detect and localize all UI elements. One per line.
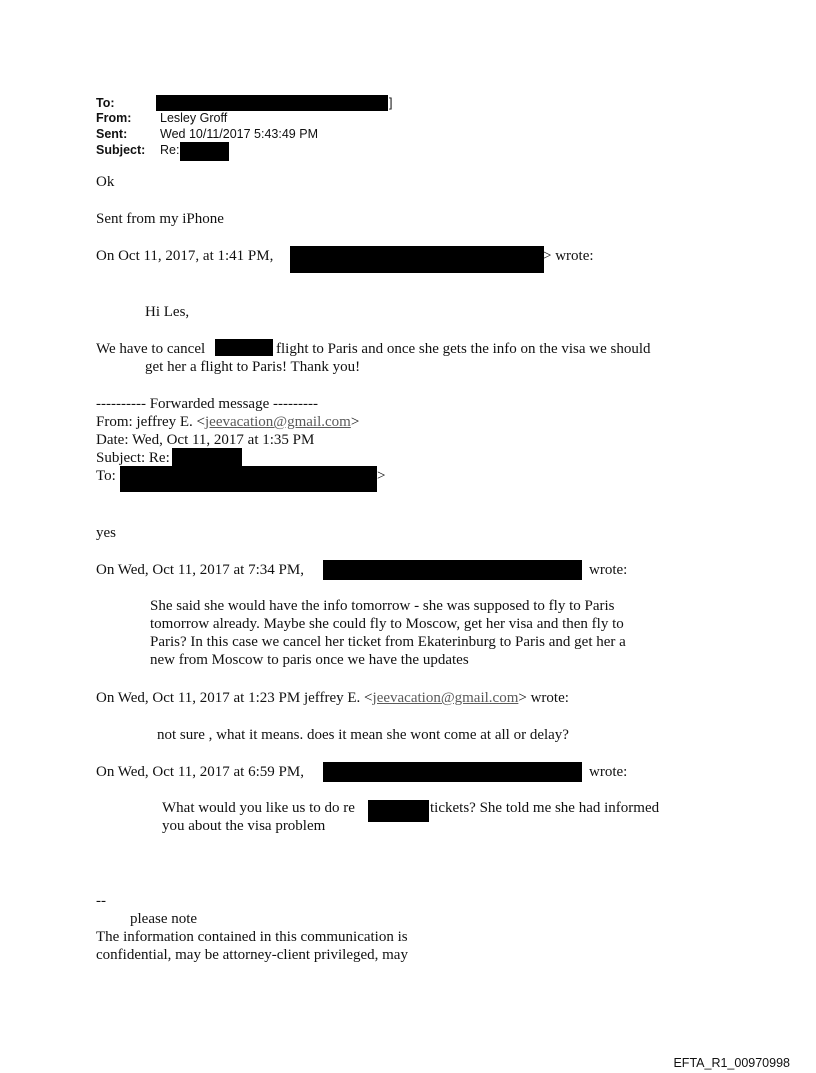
redaction-to <box>156 95 388 111</box>
sent-label: Sent: <box>96 127 128 141</box>
forwarded-header: ---------- Forwarded message --------- <box>96 396 318 412</box>
quote-line-2: On Wed, Oct 11, 2017 at 7:34 PM, <box>96 562 304 578</box>
greeting-text: Hi Les, <box>145 304 190 320</box>
from-value: Lesley Groff <box>160 111 228 125</box>
subject-label: Subject: <box>96 143 146 157</box>
redaction-forwarded-subject <box>172 448 242 467</box>
message-3-text: not sure , what it means. does it mean she wont come at all or delay? <box>157 727 569 743</box>
redaction-passenger-name <box>215 339 273 356</box>
from-label: From: <box>96 111 132 125</box>
forwarded-subject: Subject: Re: <box>96 450 170 466</box>
subject-value: Re: <box>160 143 180 157</box>
to-value-tail: ] <box>389 96 393 110</box>
forwarded-date: Date: Wed, Oct 11, 2017 at 1:35 PM <box>96 432 315 448</box>
forwarded-from <box>96 414 359 431</box>
forwarded-to: To: <box>96 468 116 484</box>
message-2-line-3: Paris? In this case we cancel her ticket from Ekaterinburg to Paris and get her a <box>150 634 626 650</box>
bates-number: EFTA_R1_00970998 <box>673 1056 790 1070</box>
forwarded-from-prefix: From: jeffrey E. < <box>96 414 205 430</box>
quote-line-3 <box>96 690 569 707</box>
redaction-quote1-sender <box>290 246 544 273</box>
message-2-line-1: She said she would have the info tomorrow - she was supposed to fly to Paris <box>150 598 615 614</box>
signature-dashes: -- <box>96 893 106 909</box>
redaction-subject <box>180 142 229 161</box>
please-note-text: please note <box>130 911 198 927</box>
message-2-line-2: tomorrow already. Maybe she could fly to Moscow, get her visa and then fly to <box>150 616 624 632</box>
message-1-line-1a: We have to cancel <box>96 341 206 357</box>
quote-line-1-suffix: > wrote: <box>543 248 594 264</box>
redaction-quote2-sender <box>323 560 582 580</box>
redaction-forwarded-to <box>120 466 377 492</box>
redaction-message-4 <box>368 800 429 822</box>
message-1-line-1b: flight to Paris and once she gets the info on the visa we should <box>276 341 651 357</box>
disclaimer-line-2: confidential, may be attorney-client privileged, may <box>96 947 408 963</box>
yes-text: yes <box>96 525 116 541</box>
quote-line-4-suffix: wrote: <box>589 764 628 780</box>
quote-line-1: On Oct 11, 2017, at 1:41 PM, <box>96 248 274 264</box>
message-2-line-4: new from Moscow to paris once we have the updates <box>150 652 469 668</box>
forwarded-from-suffix: > <box>350 414 360 430</box>
to-label: To: <box>96 96 115 110</box>
message-4-line-2: you about the visa problem <box>162 818 326 834</box>
sent-value: Wed 10/11/2017 5:43:49 PM <box>160 127 318 141</box>
reply-text: Ok <box>96 174 115 190</box>
quote-line-3-prefix: On Wed, Oct 11, 2017 at 1:23 PM jeffrey E. < <box>96 690 373 706</box>
message-1-line-2: get her a flight to Paris! Thank you! <box>145 359 361 375</box>
forwarded-from-email-link[interactable]: jeevacation@gmail.com <box>205 414 351 430</box>
quote-line-4: On Wed, Oct 11, 2017 at 6:59 PM, <box>96 764 304 780</box>
quote-line-3-suffix: > wrote: <box>518 690 569 706</box>
quote-line-3-email-link[interactable]: jeevacation@gmail.com <box>372 690 519 706</box>
redaction-quote4-sender <box>323 762 582 782</box>
disclaimer-line-1: The information contained in this communication is <box>96 929 408 945</box>
forwarded-to-tail: > <box>377 468 386 484</box>
quote-line-2-suffix: wrote: <box>589 562 628 578</box>
signature-text: Sent from my iPhone <box>96 211 224 227</box>
message-4-line-1b: tickets? She told me she had informed <box>430 800 660 816</box>
message-4-line-1a: What would you like us to do re <box>162 800 355 816</box>
